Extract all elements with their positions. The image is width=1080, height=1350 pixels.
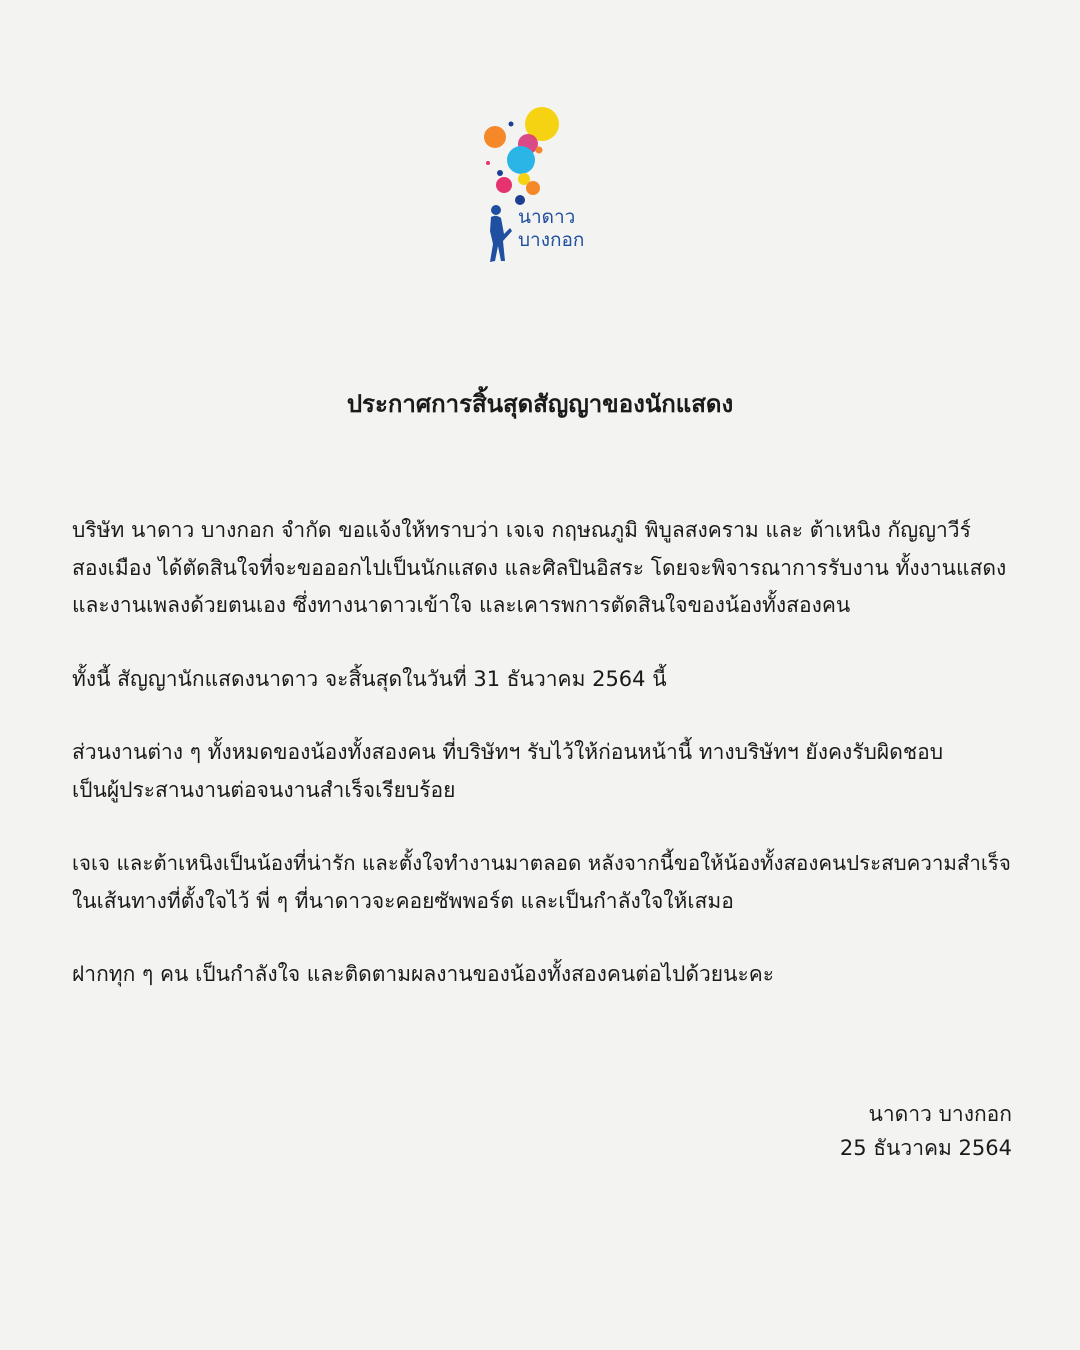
signature-date: 25 ธันวาคม 2564 <box>839 1136 1012 1160</box>
logo-bubble-orange2 <box>526 181 540 195</box>
nadao-bangkok-logo <box>478 100 608 270</box>
paragraph-closing <box>72 956 1012 994</box>
logo-bubble-navy <box>515 195 525 205</box>
paragraph-line: ฝากทุก ๆ คน เป็นกำลังใจ และติดตามผลงานของน้องทั้งสองคนต่อไปด้วยนะคะ <box>72 962 775 986</box>
juggler-figure-icon <box>490 205 512 262</box>
logo-bubble-small-orange <box>536 147 543 154</box>
paragraph-line: ส่วนงานต่าง ๆ ทั้งหมดของน้องทั้งสองคน ที่บริษัทฯ รับไว้ให้ก่อนหน้านี้ ทางบริษัทฯ ยังคงรับผิดชอบ <box>72 740 944 764</box>
logo-bubble-cyan <box>507 146 535 174</box>
paragraph-line: เป็นผู้ประสานงานต่อจนงานสำเร็จเรียบร้อย <box>72 777 456 802</box>
logo-bubble-small-navy <box>497 170 503 176</box>
paragraph-line: ทั้งนี้ สัญญานักแสดงนาดาว จะสิ้นสุดในวันที่ 31 ธันวาคม 2564 นี้ <box>72 666 667 691</box>
logo-bubble-tiny <box>486 161 490 165</box>
logo-bubble-dot <box>509 122 514 127</box>
logo-bubble-orange <box>484 126 506 148</box>
logo-text-line1: นาดาว <box>518 206 576 228</box>
paragraph-line: และงานเพลงด้วยตนเอง ซึ่งทางนาดาวเข้าใจ และเคารพการตัดสินใจของน้องทั้งสองคน <box>72 593 851 617</box>
announcement-title: ประกาศการสิ้นสุดสัญญาของนักแสดง <box>346 390 734 418</box>
paragraph-notice <box>72 512 1012 625</box>
paragraph-line: เจเจ และต้าเหนิงเป็นน้องที่น่ารัก และตั้งใจทำงานมาตลอด หลังจากนี้ขอให้น้องทั้งสองคนประสบความสำเร็จ <box>72 851 1011 875</box>
paragraph-wishes <box>72 845 1012 920</box>
paragraph-existing-work <box>72 734 1012 809</box>
announcement-body <box>72 512 1012 1030</box>
paragraph-line: ในเส้นทางที่ตั้งใจไว้ พี่ ๆ ที่นาดาวจะคอยซัพพอร์ต และเป็นกำลังใจให้เสมอ <box>72 888 734 913</box>
logo-bubble-pink <box>496 177 512 193</box>
logo-text-line2: บางกอก <box>518 229 585 251</box>
signature-block <box>840 1097 1012 1165</box>
paragraph-line: บริษัท นาดาว บางกอก จำกัด ขอแจ้งให้ทราบว่า เจเจ กฤษณภูมิ พิบูลสงคราม และ ต้าเหนิง กัญญาวีร์ <box>72 518 971 542</box>
signature-name: นาดาว บางกอก <box>868 1102 1012 1126</box>
paragraph-line: สองเมือง ได้ตัดสินใจที่จะขอออกไปเป็นนักแสดง และศิลปินอิสระ โดยจะพิจารณาการรับงาน ทั้งงานแสดง <box>72 555 1007 580</box>
paragraph-contract-end <box>72 661 1012 699</box>
